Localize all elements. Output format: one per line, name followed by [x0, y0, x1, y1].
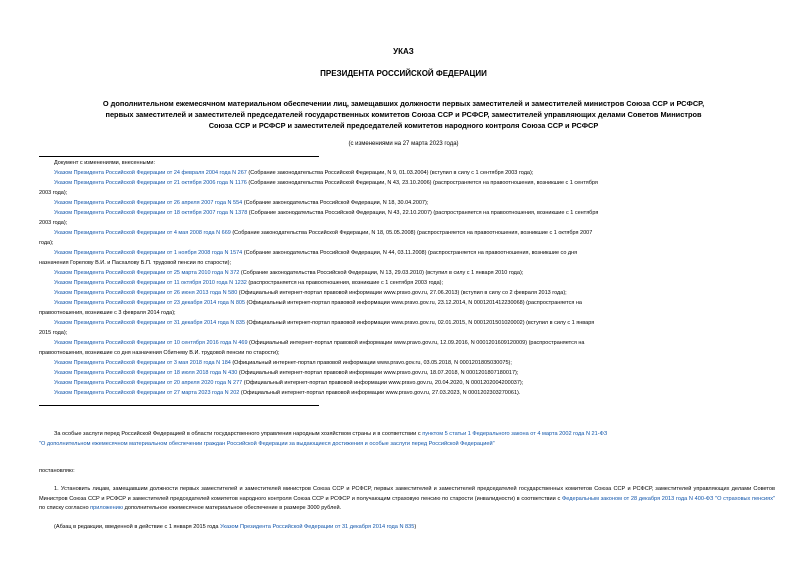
change-line	[39, 358, 775, 368]
change-line-text: (Собрание законодательства Российской Федерации, N 43, 23.10.2006) (распространяется на правоотношения, возникшие с 1 сентября	[246, 180, 598, 186]
change-line-text: (Официальный интернет-портал правовой информации www.pravo.gov.ru, 20.04.2020, N 0001202004200037);	[242, 380, 524, 386]
change-line	[39, 318, 775, 328]
preamble-text: За особые заслуги перед Российской Федерацией в области государственного управления народным хозяйством страны и в соответствии с	[54, 431, 423, 437]
amending-decree-link[interactable]: Указом Президента Российской Федерации от 25 марта 2010 года N 372	[54, 270, 240, 276]
change-line	[39, 378, 775, 388]
edition-note	[39, 523, 775, 533]
change-line-text: (Официальный интернет-портал правовой информации www.pravo.gov.ru, 18.07.2018, N 0001201807180017);	[237, 370, 519, 376]
change-line	[39, 308, 775, 318]
amending-decree-link[interactable]: Указом Президента Российской Федерации от 23 декабря 2014 года N 805	[54, 300, 246, 306]
preamble-line-2	[39, 440, 775, 450]
amending-decree-link[interactable]: Указом Президента Российской Федерации от 26 апреля 2007 года N 554	[54, 200, 243, 206]
change-line	[39, 178, 775, 188]
amending-decree-link[interactable]: Указом Президента Российской Федерации от 21 октября 2006 года N 1176	[54, 180, 247, 186]
item-1-text-3: дополнительное ежемесячное материальное обеспечение в размере 3000 рублей.	[123, 505, 342, 512]
change-line	[39, 388, 775, 398]
item-1	[39, 485, 775, 514]
heading-line: О дополнительном ежемесячном материальном обеспечении лиц, замещавших должности первых заместителей и заместителей министров Союза ССР и РСФСР,	[102, 99, 705, 108]
edition-note-text: (Абзац в редакции, введенной в действие с 1 января 2015 года	[54, 524, 221, 530]
appendix-link[interactable]: приложению	[90, 505, 124, 512]
doc-issuer-title: ПРЕЗИДЕНТА РОССИЙСКОЙ ФЕДЕРАЦИИ	[320, 69, 487, 78]
change-line-text: 2015 года);	[39, 330, 68, 336]
change-line	[39, 248, 775, 258]
amending-decree-link[interactable]: Указом Президента Российской Федерации от 1 ноября 2008 года N 1574	[54, 250, 243, 256]
amending-decree-link[interactable]: Указом Президента Российской Федерации от 10 сентября 2016 года N 469	[54, 340, 248, 346]
edition-note-link[interactable]: Указом Президента Российской Федерации от 31 декабря 2014 года N 835	[220, 524, 415, 530]
change-line-text: правоотношения, возникшие с 3 февраля 2014 года);	[39, 310, 176, 316]
change-line	[39, 288, 775, 298]
change-line-text: (Собрание законодательства Российской Федерации, N 43, 22.10.2007) (распространяется на правоотношения, возникшие с 1 сентября	[247, 210, 599, 216]
change-line	[39, 338, 775, 348]
change-line-text: (Официальный интернет-портал правовой информации www.pravo.gov.ru, 23.12.2014, N 0001201412230068) (распространяется на	[245, 300, 582, 306]
federal-law-link[interactable]: пунктом 5 статьи 1 Федерального закона от 4 марта 2002 года N 21-ФЗ	[422, 431, 608, 437]
change-line	[39, 218, 775, 228]
preamble	[39, 430, 775, 449]
change-line	[39, 348, 775, 358]
change-line-text: 2003 года);	[39, 190, 68, 196]
change-line	[39, 368, 775, 378]
preamble-line-1	[39, 430, 775, 440]
change-line-text: (Собрание законодательства Российской Федерации, N 44, 03.11.2008) (распространяется на правоотношения, возникшие со дня	[242, 250, 578, 256]
change-line	[39, 238, 775, 248]
bottom-divider	[39, 405, 319, 406]
pension-law-link[interactable]: Федеральным законом от 28 декабря 2013 года N 400-ФЗ "О страховых пенсиях"	[561, 495, 775, 502]
change-line	[39, 188, 775, 198]
change-line	[39, 328, 775, 338]
change-line-text: (Собрание законодательства Российской Федерации, N 18, 05.05.2008) (распространяется на правоотношения, возникшие с 1 октября 2007	[230, 230, 593, 236]
change-line-text: (Собрание законодательства Российской Федерации, N 18, 30.04.2007);	[242, 200, 429, 206]
revision-note: (с изменениями на 27 марта 2023 года)	[348, 141, 459, 147]
change-line	[39, 278, 775, 288]
amending-decree-link[interactable]: Указом Президента Российской Федерации от 4 мая 2008 года N 669	[54, 230, 231, 236]
doc-heading	[30, 98, 777, 131]
changes-intro: Документ с изменениями, внесенными:	[54, 160, 155, 166]
change-line-text: (Официальный интернет-портал правовой информации www.pravo.gov.ru, 03.05.2018, N 0001201805030075);	[230, 360, 512, 366]
change-line-text: (Собрание законодательства Российской Федерации, N 13, 29.03.2010) (вступил в силу с 1 января 2010 года);	[239, 270, 524, 276]
change-line-text: (Официальный интернет-портал правовой информации www.pravo.gov.ru, 27.06.2013) (вступил в силу со 2 февраля 2013 года);	[237, 290, 567, 296]
amending-decree-link[interactable]: Указом Президента Российской Федерации от 18 июля 2018 года N 430	[54, 370, 238, 376]
change-line-text: 2003 года);	[39, 220, 68, 226]
change-line	[39, 208, 775, 218]
change-line-text: (Официальный интернет-портал правовой информации www.pravo.gov.ru, 12.09.2016, N 0001201609120009) (распространяется на	[247, 340, 585, 346]
amending-decree-link[interactable]: Указом Президента Российской Федерации от 31 декабря 2014 года N 835	[54, 320, 246, 326]
amending-decree-link[interactable]: Указом Президента Российской Федерации от 26 июня 2013 года N 580	[54, 290, 238, 296]
amending-decree-link[interactable]: Указом Президента Российской Федерации от 27 марта 2023 года N 202	[54, 390, 240, 396]
change-line-text: года);	[39, 240, 54, 246]
change-line-text: (Официальный интернет-портал правовой информации www.pravo.gov.ru, 27.03.2023, N 0001202303270061).	[239, 390, 521, 396]
doc-type-title: УКАЗ	[393, 47, 414, 56]
change-line	[39, 258, 775, 268]
amending-decree-link[interactable]: Указом Президента Российской Федерации от 20 апреля 2020 года N 277	[54, 380, 243, 386]
top-divider	[39, 156, 319, 157]
heading-line: первых заместителей и заместителей председателей государственных комитетов Союза ССР и РСФСР, заместителей управляющих делами Советов Министров	[105, 110, 702, 119]
amending-decree-link[interactable]: Указом Президента Российской Федерации от 11 октября 2010 года N 1232	[54, 280, 247, 286]
item-1-text: 1. Установить лицам, замещавшим должности первых заместителей и заместителей министров Союза ССР и РСФСР, первых заместителей и заместителей председателей государственных комитетов Союза ССР и РСФСР, заместителей управляющих делами Советов Министров Союза ССР и РСФСР и заместителей председателей комитетов народного контроля Союза ССР и РСФСР и получающим страховую пенсию по старости (инвалидности) в соответствии с	[39, 486, 775, 502]
decree-word: постановляю:	[39, 468, 75, 474]
heading-line: Союза ССР и РСФСР и заместителей председателей комитетов народного контроля Союза ССР и РСФСР	[208, 121, 599, 130]
changes-block	[39, 158, 777, 168]
change-line	[39, 298, 775, 308]
change-line	[39, 198, 775, 208]
change-line-text: (Собрание законодательства Российской Федерации, N 9, 01.03.2004) (вступил в силу с 1 сентября 2003 года);	[246, 170, 534, 176]
amending-decree-link[interactable]: Указом Президента Российской Федерации от 3 мая 2018 года N 184	[54, 360, 231, 366]
change-line-text: правоотношения, возникшие со дня назначения Сбитневу В.И. трудовой пенсии по старости);	[39, 350, 280, 356]
federal-law-title-link[interactable]: "О дополнительном ежемесячном материальном обеспечении граждан Российской Федерации за выдающиеся достижения и особые заслуги перед Российской Федерацией"	[39, 440, 495, 447]
change-line	[39, 268, 775, 278]
change-line-text: назначения Горелову В.И. и Пасхалову Б.П. трудовой пенсии по старости);	[39, 260, 231, 266]
amending-decree-link[interactable]: Указом Президента Российской Федерации от 18 октября 2007 года N 1378	[54, 210, 248, 216]
change-line-text: (Официальный интернет-портал правовой информации www.pravo.gov.ru, 02.01.2015, N 0001201501020002) (вступил в силу с 1 января	[245, 320, 595, 326]
edition-note-tail: )	[414, 524, 417, 530]
change-line	[39, 168, 775, 178]
change-line	[39, 228, 775, 238]
amending-decree-link[interactable]: Указом Президента Российской Федерации от 24 февраля 2004 года N 267	[54, 170, 247, 176]
change-line-text: (распространяется на правоотношения, возникшие с 1 сентября 2003 года);	[246, 280, 444, 286]
item-1-text-2: по списку согласно	[39, 505, 91, 512]
